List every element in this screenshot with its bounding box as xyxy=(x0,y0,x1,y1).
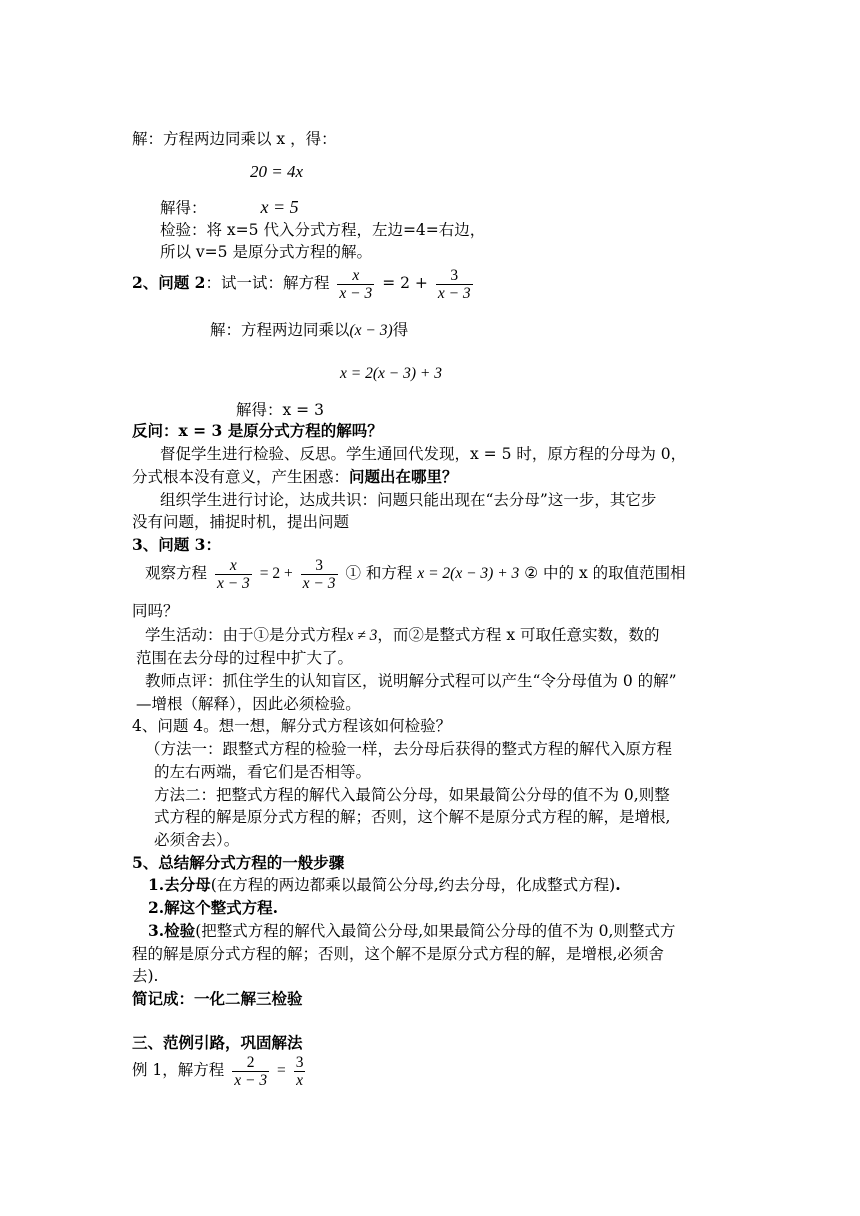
text-line xyxy=(132,467,458,487)
equation: (x − 3) xyxy=(349,322,393,339)
numerator: 3 xyxy=(295,1053,304,1071)
equation: x = 2(x − 3) + 3 xyxy=(340,365,442,382)
text-line: 解得：x = 3 xyxy=(236,401,324,419)
text-line xyxy=(160,197,299,218)
step-1 xyxy=(148,875,621,895)
step-title: 1.去分母 xyxy=(148,875,211,894)
text-line: 式方程的解是原分式方程的解；否则，这个解不是原分式方程的解，是增根, xyxy=(154,808,671,826)
text: 学生活动：由于①是分式方程 xyxy=(145,626,347,644)
denominator: x xyxy=(296,1071,304,1089)
text-line: 组织学生进行讨论，达成共识：问题只能出现在“去分母”这一步，其它步 xyxy=(160,491,657,509)
fraction xyxy=(436,267,473,302)
fraction xyxy=(215,557,252,592)
step-2: 2.解这个整式方程. xyxy=(148,898,279,917)
example-1 xyxy=(132,1053,308,1089)
text-line: 检验：将 x=5 代入分式方程，左边=4=右边， xyxy=(160,221,486,239)
fraction xyxy=(294,1054,306,1089)
problem-3-heading: 3、问题 3： xyxy=(132,535,221,554)
text-bold: 问题出在哪里？ xyxy=(349,467,458,486)
fraction xyxy=(301,557,338,592)
text-line xyxy=(145,625,660,646)
equation: 20 = 4x xyxy=(250,162,304,181)
text: 分式根本没有意义，产生困惑： xyxy=(132,468,350,486)
text-line: —增根（解释），因此必须检验。 xyxy=(136,695,361,713)
denominator: x − 3 xyxy=(437,284,471,302)
text-line: 必须舍去）。 xyxy=(154,831,240,849)
text-line: 解：方程两边同乘以 x ，得： xyxy=(132,130,337,148)
numerator: x xyxy=(337,267,374,285)
equation: x = 2(x − 3) + 3 xyxy=(417,565,520,582)
step-dot: . xyxy=(615,875,621,894)
fraction xyxy=(232,1054,269,1089)
text-line xyxy=(145,556,686,592)
heading-bold: 2、问题 2 xyxy=(132,273,206,292)
step-text: (把整式方程的解代入最简公分母,如果最简公分母的值不为 0,则整式方 xyxy=(195,922,676,940)
text-line: 的左右两端，看它们是否相等。 xyxy=(154,763,372,781)
denominator: x − 3 xyxy=(234,1071,268,1089)
text-line: 没有问题，捕捉时机，提出问题 xyxy=(132,513,350,531)
equals: = xyxy=(277,1062,286,1079)
step-3 xyxy=(148,921,675,941)
numerator: 3 xyxy=(301,557,338,575)
equals: = 2 + xyxy=(259,565,293,582)
text-line: 程的解是原分式方程的解；否则，这个解不是原分式方程的解，是增根,必须舍 xyxy=(132,945,664,963)
text-line: 去). xyxy=(132,967,159,985)
text-line: 督促学生进行检验、反思。学生通回代发现，x = 5 时，原方程的分母为 0， xyxy=(160,445,687,463)
text-line xyxy=(210,320,408,341)
text: 例 1，解方程 xyxy=(132,1061,225,1079)
label: 解得： xyxy=(160,199,207,217)
section-heading: 三、范例引路，巩固解法 xyxy=(132,1033,303,1052)
summary-mnemonic: 简记成：一化二解三检验 xyxy=(132,989,303,1008)
numerator: 3 xyxy=(436,267,473,285)
summary-heading: 5、总结解分式方程的一般步骤 xyxy=(132,853,345,872)
text: 解：方程两边同乘以 xyxy=(210,321,350,339)
equals: = 2 + xyxy=(382,274,428,292)
text-line: 范围在去分母的过程中扩大了。 xyxy=(136,649,354,667)
heading-text: ：试一试：解方程 xyxy=(205,274,330,292)
denominator: x − 3 xyxy=(302,574,336,592)
text-line: （方法一：跟整式方程的检验一样，去分母后获得的整式方程的解代入原方程 xyxy=(145,740,673,758)
problem-4-heading: 4、问题 4。想一想，解分式方程该如何检验？ xyxy=(132,717,452,735)
numerator: 2 xyxy=(232,1054,269,1072)
text: 观察方程 xyxy=(145,564,208,582)
denominator: x − 3 xyxy=(216,574,250,592)
text: 得 xyxy=(392,321,409,339)
text: ② 中的 x 的取值范围相 xyxy=(524,564,686,582)
text-line: 方法二：把整式方程的解代入最简公分母，如果最简公分母的值不为 0,则整 xyxy=(154,786,670,804)
step-text: (在方程的两边都乘以最简公分母,约去分母，化成整式方程) xyxy=(210,876,616,894)
equation: x = 5 xyxy=(260,197,299,217)
question-heading: 反问：x = 3 是原分式方程的解吗？ xyxy=(132,421,383,440)
text-line: 教师点评：抓住学生的认知盲区，说明解分式程可以产生“令分母值为 0 的解” xyxy=(145,672,677,690)
text-line: 同吗？ xyxy=(132,602,179,620)
text: ① 和方程 xyxy=(345,564,413,582)
text: ，而②是整式方程 x 可取任意实数，数的 xyxy=(377,626,660,644)
fraction xyxy=(337,267,374,302)
equation: x ≠ 3 xyxy=(346,627,378,644)
denominator: x − 3 xyxy=(339,284,373,302)
step-title: 3.检验 xyxy=(148,921,196,940)
numerator: x xyxy=(215,557,252,575)
problem-2-heading xyxy=(132,266,476,302)
text-line: 所以 v=5 是原分式方程的解。 xyxy=(160,243,372,261)
